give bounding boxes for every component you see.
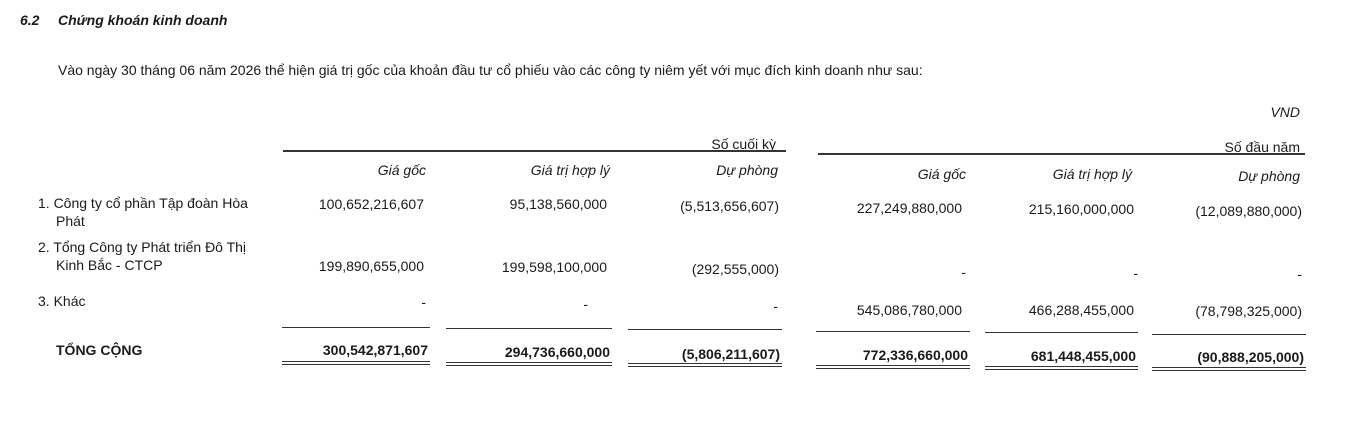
- cell-r2-c3: (292,555,000): [691, 261, 779, 277]
- row-label-1-line1: 1. Công ty cổ phần Tập đoàn Hòa: [38, 195, 248, 211]
- cell-r3-c3: -: [773, 298, 778, 314]
- row-label-2-line2: Kinh Bắc - CTCP: [56, 257, 163, 273]
- intro-paragraph: Vào ngày 30 tháng 06 năm 2026 thể hiện giá trị gốc của khoản đầu tư cổ phiếu vào các công ty niêm yết với mục đích kinh doanh như sau:: [58, 62, 923, 78]
- section-title: Chứng khoán kinh doanh: [58, 12, 228, 28]
- subtotal-rule-c1: [282, 327, 430, 328]
- row-label-3: 3. Khác: [38, 293, 86, 309]
- total-double-rule-c3: [628, 363, 782, 367]
- cell-r2-c5: -: [1133, 265, 1138, 281]
- group-underline-start-year: [818, 153, 1305, 155]
- subtotal-rule-c3: [628, 329, 782, 330]
- currency-unit: VND: [1270, 104, 1300, 120]
- subtotal-rule-c4: [816, 331, 970, 332]
- total-c6: (90,888,205,000): [1197, 349, 1304, 365]
- total-c4: 772,336,660,000: [862, 347, 968, 363]
- col-header-fair-value-start: Giá trị hợp lý: [1052, 166, 1132, 182]
- total-c2: 294,736,660,000: [504, 344, 610, 360]
- total-c3: (5,806,211,607): [681, 346, 780, 362]
- total-label: TỔNG CỘNG: [56, 342, 143, 358]
- group-header-end-period: Số cuối kỳ: [711, 136, 776, 152]
- total-double-rule-c5: [985, 366, 1138, 370]
- subtotal-rule-c6: [1152, 334, 1306, 335]
- cell-r3-c2: -: [583, 296, 588, 312]
- cell-r2-c4: -: [961, 264, 966, 280]
- col-header-cost-start: Giá gốc: [917, 166, 966, 182]
- cell-r1-c6: (12,089,880,000): [1195, 203, 1302, 219]
- group-header-start-year: Số đầu năm: [1224, 139, 1300, 155]
- cell-r1-c1: 100,652,216,607: [318, 196, 424, 212]
- col-header-fair-value-end: Giá trị hợp lý: [530, 162, 610, 178]
- col-header-provision-end: Dự phòng: [716, 162, 778, 178]
- total-double-rule-c1: [282, 361, 430, 365]
- cell-r3-c1: -: [421, 294, 426, 310]
- cell-r1-c3: (5,513,656,607): [680, 198, 779, 214]
- total-double-rule-c2: [446, 362, 612, 366]
- cell-r1-c2: 95,138,560,000: [509, 196, 607, 212]
- subtotal-rule-c2: [446, 328, 612, 329]
- cell-r2-c6: -: [1297, 266, 1302, 282]
- cell-r1-c5: 215,160,000,000: [1028, 201, 1134, 217]
- cell-r3-c5: 466,288,455,000: [1028, 302, 1134, 318]
- col-header-provision-start: Dự phòng: [1238, 168, 1300, 184]
- subtotal-rule-c5: [985, 332, 1138, 333]
- cell-r2-c2: 199,598,100,000: [501, 259, 607, 275]
- group-underline-end-period: [283, 150, 786, 152]
- cell-r1-c4: 227,249,880,000: [856, 200, 962, 216]
- total-c5: 681,448,455,000: [1030, 348, 1136, 364]
- row-label-2-line1: 2. Tổng Công ty Phát triển Đô Thị: [38, 239, 247, 255]
- cell-r3-c6: (78,798,325,000): [1195, 303, 1302, 319]
- col-header-cost-end: Giá gốc: [377, 162, 426, 178]
- row-label-1-line2: Phát: [56, 213, 85, 229]
- total-c1: 300,542,871,607: [322, 342, 428, 358]
- cell-r2-c1: 199,890,655,000: [318, 258, 424, 274]
- cell-r3-c4: 545,086,780,000: [856, 302, 962, 318]
- total-double-rule-c6: [1152, 367, 1306, 371]
- section-number: 6.2: [20, 12, 40, 28]
- total-double-rule-c4: [816, 365, 970, 369]
